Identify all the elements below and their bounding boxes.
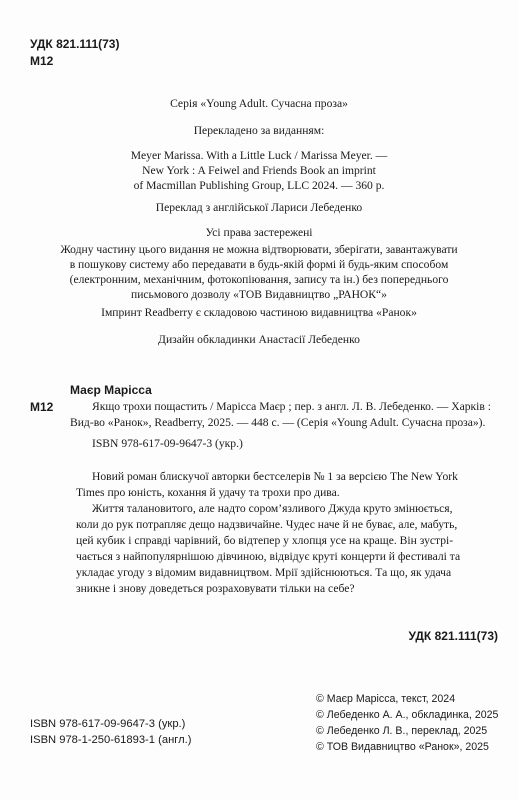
warning-line: письмового дозволу «ТОВ Видавництво „РАНОК“» xyxy=(131,288,387,301)
catalog-isbn: ISBN 978-617-09-9647-3 (укр.) xyxy=(92,437,243,450)
annotation-line: чається з найпопулярнішою дівчиною, відвідує круті концерти й фестивалі та xyxy=(76,550,461,563)
catalog-record-line: Якщо трохи пощастить / Марісса Маєр ; пер. з англ. Л. В. Лебеденко. — Харків : xyxy=(92,400,491,413)
series-title: Серія «Young Adult. Сучасна проза» xyxy=(170,97,348,110)
udk-code-bottom: УДК 821.111(73) xyxy=(408,629,498,643)
translator-credit: Переклад з англійської Лариси Лебеденко xyxy=(155,201,363,214)
annotation-line: коли до рук потрапляє дещо надзвичайне. Чудес наче й не буває, але, мабуть, xyxy=(76,518,458,531)
annotation-line: Новий роман блискучої авторки бестселерів № 1 за версією The New York xyxy=(92,470,458,483)
author-mark-top: М12 xyxy=(30,54,54,68)
annotation-line: цей кубик і справді чарівний, бо відтепер у хлопця усе на краще. Він зустрі- xyxy=(76,534,454,547)
catalog-author: Маєр Марісса xyxy=(70,383,152,397)
warning-line: Жодну частину цього видання не можна відтворювати, зберігати, завантажувати xyxy=(60,243,458,256)
copyright-notices xyxy=(316,691,498,755)
original-edition xyxy=(20,148,498,193)
isbn-line: ISBN 978-1-250-61893-1 (англ.) xyxy=(30,734,192,746)
original-edition-line: of Macmillan Publishing Group, LLC 2024. — 360 p. xyxy=(133,179,385,192)
annotation-line: зникне і знову доведеться розраховувати тільки на себе? xyxy=(76,582,355,595)
annotation-line: Життя талановитого, але надто сором’язливого Джуда круто змінюється, xyxy=(92,502,453,515)
translated-from-label: Перекладено за виданням: xyxy=(193,124,325,137)
warning-line: в пошукову систему або передавати в будь-якій формі й будь-яким способом xyxy=(69,258,449,271)
catalog-record xyxy=(70,399,502,431)
copyright-line: © Лебеденко Л. В., переклад, 2025 xyxy=(316,725,488,737)
original-edition-line: New York : A Feiwel and Friends Book an imprint xyxy=(142,164,376,177)
warning-line: (електронним, механічним, фотокопіювання, запису та ін.) без попереднього xyxy=(69,273,449,286)
annotation xyxy=(76,469,504,597)
catalog-record-line: Вид-во «Ранок», Readberry, 2025. — 448 с. — (Серія «Young Adult. Сучасна проза»). xyxy=(70,416,486,429)
cover-design-credit: Дизайн обкладинки Анастасії Лебеденко xyxy=(158,333,360,346)
copyright-warning xyxy=(18,242,500,302)
isbn-list xyxy=(30,716,191,748)
isbn-line: ISBN 978-617-09-9647-3 (укр.) xyxy=(30,718,186,730)
copyright-line: © ТОВ Видавництво «Ранок», 2025 xyxy=(316,741,489,753)
annotation-line: Times про юність, кохання й удачу та трохи про дива. xyxy=(76,486,340,499)
author-mark-catalog: М12 xyxy=(30,400,54,414)
copyright-line: © Лебеденко А. А., обкладинка, 2025 xyxy=(316,709,499,721)
original-edition-line: Meyer Marissa. With a Little Luck / Marissa Meyer. — xyxy=(130,149,388,162)
copyright-line: © Маєр Марісса, текст, 2024 xyxy=(316,693,456,705)
annotation-line: укладає угоду з відомим видавництвом. Мрії здійснюються. Та що, як удача xyxy=(76,566,452,579)
udk-code-top: УДК 821.111(73) xyxy=(30,37,120,51)
rights-reserved: Усі права застережені xyxy=(205,226,313,239)
imprint-note: Імпринт Readberry є складовою частиною видавництва «Ранок» xyxy=(101,306,417,319)
